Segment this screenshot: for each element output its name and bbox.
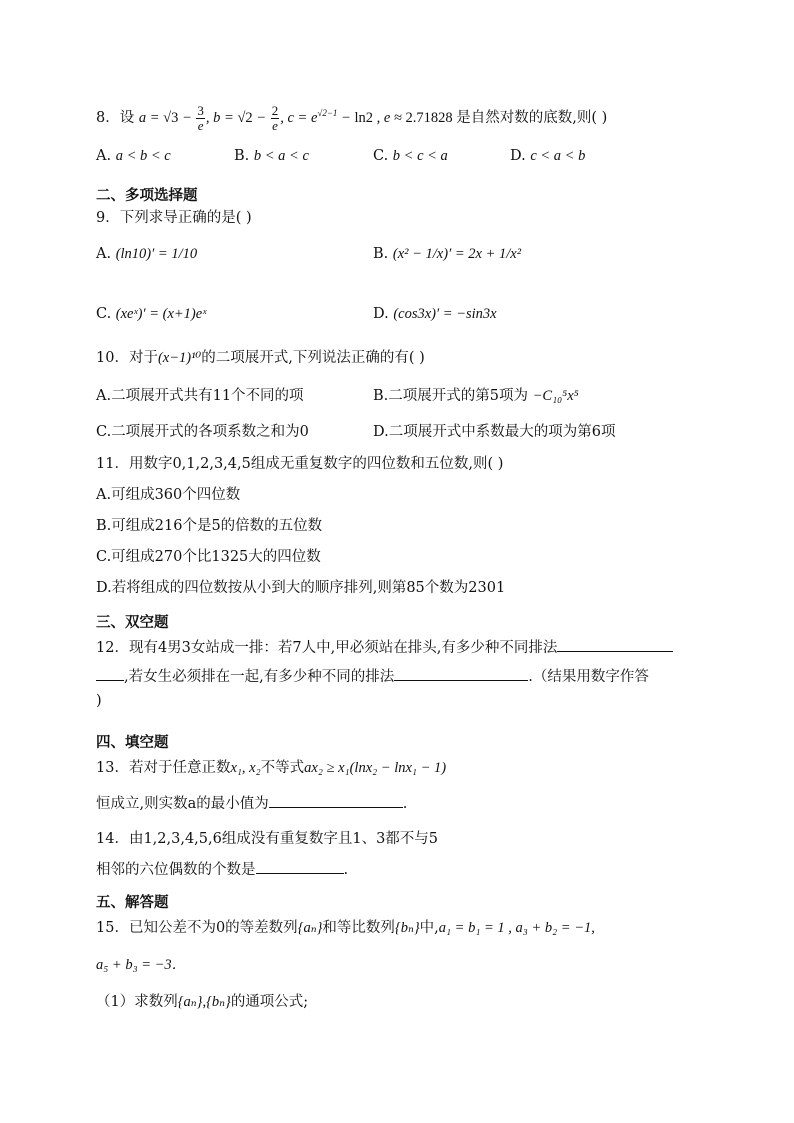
question-8-option-b[interactable]: B. b < a < c (234, 148, 309, 164)
question-12-line-1: 12．现有4男3女站成一排：若7人中,甲必须站在排头,有多少种不同排法 (96, 636, 673, 657)
question-8-option-c[interactable]: C. b < c < a (373, 148, 448, 164)
question-14-line-1: 14．由1,2,3,4,5,6组成没有重复数字且1、3都不与5 (96, 831, 439, 847)
question-11-option-c[interactable]: C.可组成270个比1325大的四位数 (96, 549, 321, 565)
section-heading-fill-blank: 四、填空题 (96, 735, 169, 751)
question-8-math: a = √3 − $\frac{3}{e}$ , b = √2 − $\frac{2}{e}$ , $c = e^{√2-1} - \ln 2$ , e ≈ 2.71828 (138, 103, 453, 133)
answer-blank-12a[interactable] (557, 638, 673, 652)
question-9-option-d[interactable]: D. (cos3x)′ = −sin3x (373, 306, 497, 322)
question-11-option-a[interactable]: A.可组成360个四位数 (96, 487, 241, 503)
question-10-option-c[interactable]: C.二项展开式的各项系数之和为0 (96, 424, 309, 440)
question-8-option-d[interactable]: D. c < a < b (510, 148, 586, 164)
question-10-stem: 10．对于(x−1)¹⁰的二项展开式,下列说法正确的有( ) (96, 350, 425, 366)
question-13-line-2: 恒成立,则实数a的最小值为 . (96, 796, 408, 812)
question-9-option-a[interactable]: A. (ln10)′ = 1/10 (96, 246, 198, 262)
answer-blank-12b[interactable] (394, 667, 528, 681)
question-13-line-1: 13．若对于任意正数x₁, x₂不等式ax₂ ≥ x₁(lnx₂ − lnx₁ − 1) (96, 760, 447, 776)
question-11-option-d[interactable]: D.若将组成的四位数按从小到大的顺序排列,则第85个数为2301 (96, 580, 506, 596)
question-8-option-a[interactable]: A. a < b < c (96, 148, 171, 164)
question-10-option-d[interactable]: D.二项展开式中系数最大的项为第6项 (373, 424, 616, 440)
question-9-option-b[interactable]: B. (x² − 1/x)′ = 2x + 1/x² (373, 246, 522, 262)
section-heading-multiple-choice: 二、多项选择题 (96, 188, 198, 204)
question-15-part-1: （1）求数列{aₙ},{bₙ}的通项公式; (96, 994, 309, 1010)
question-15-line-1: 15．已知公差不为0的等差数列{aₙ}和等比数列{bₙ}中,a₁ = b₁ = 1 , a₃ + b₂ = −1, (96, 920, 595, 936)
question-9-stem: 9．下列求导正确的是( ) (96, 210, 252, 226)
question-10-option-a[interactable]: A.二项展开式共有11个不同的项 (96, 388, 304, 404)
question-15-line-2: a₅ + b₃ = −3． (96, 957, 187, 973)
answer-blank-12a-cont[interactable] (96, 667, 124, 681)
question-12-line-3: ) (96, 693, 102, 709)
answer-blank-13[interactable] (269, 794, 403, 808)
section-heading-double-blank: 三、双空题 (96, 615, 169, 631)
question-8-stem: 8．设 a = √3 − $\frac{3}{e}$ , b = √2 − $\frac{2}{e}$ , $c = e^{√2-1} - \ln 2$ , e ≈ 2.71828 是自然对数的底数,则( ) (96, 103, 608, 133)
question-14-line-2: 相邻的六位偶数的个数是 . (96, 862, 349, 878)
question-11-stem: 11．用数字0,1,2,3,4,5组成无重复数字的四位数和五位数,则( ) (96, 456, 504, 472)
question-9-option-c[interactable]: C. (xeˣ)′ = (x+1)eˣ (96, 306, 207, 322)
question-12-line-2: ,若女生必须排在一起,有多少种不同的排法 .（结果用数字作答 (96, 665, 649, 686)
question-10-option-b[interactable]: B.二项展开式的第5项为 −C₁₀⁵x⁵ (373, 388, 579, 404)
section-heading-solutions: 五、解答题 (96, 895, 169, 911)
question-11-option-b[interactable]: B.可组成216个是5的倍数的五位数 (96, 518, 323, 534)
answer-blank-14[interactable] (256, 860, 344, 874)
